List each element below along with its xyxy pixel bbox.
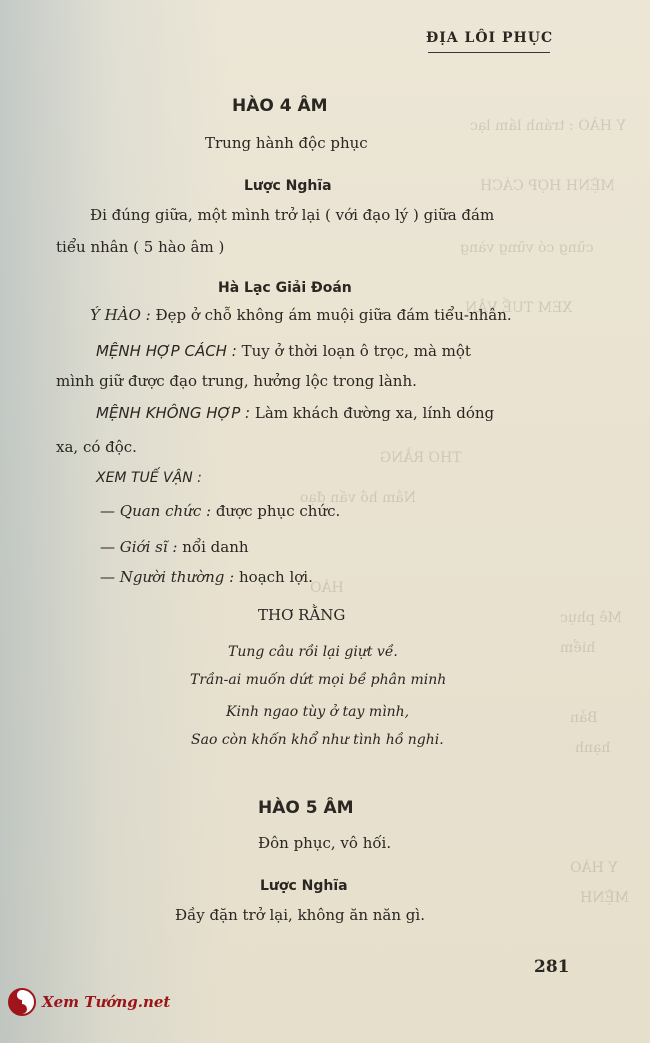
meaning-heading: Lược Nghĩa bbox=[244, 178, 332, 194]
y-hao-label: Ý HÀO : bbox=[90, 306, 151, 324]
menh-hop-cach-paragraph bbox=[96, 342, 471, 360]
y-hao-text: Đẹp ở chỗ không ám muội giữa đám tiểu-nhân. bbox=[155, 306, 512, 324]
nguoi-thuong-label: — Người thường : bbox=[100, 568, 235, 586]
meaning-text-line-1: Đi đúng giữa, một mình trở lại ( với đạo lý ) giữa đám bbox=[90, 206, 495, 224]
menh-hop-cach-label: MỆNH HỢP CÁCH : bbox=[96, 342, 237, 360]
quan-chuc-item bbox=[100, 502, 340, 520]
interpretation-heading: Hà Lạc Giải Đoán bbox=[218, 280, 352, 296]
section-title-hao-4-am: HÀO 4 ÂM bbox=[232, 96, 328, 116]
poem-line-3: Kinh ngao tùy ở tay mình, bbox=[226, 704, 410, 720]
y-hao-paragraph bbox=[90, 306, 512, 324]
quan-chuc-text: được phục chức. bbox=[215, 502, 341, 520]
menh-hop-cach-text: Tuy ở thời loạn ô trọc, mà một bbox=[241, 342, 471, 360]
bleed-through-text: Y HÀO : tránh lầm lạc MỆNH HỢP CÁCH cũng có vững vàng XEM TUẾ VẬN THƠ RẰNG Nắm hồ vấn đạo HÀO Mê phục hiểm Bản hạnh Y HÀO MỆNH bbox=[300, 118, 630, 906]
menh-khong-hop-label: MỆNH KHÔNG HỢP : bbox=[96, 404, 251, 422]
gioi-si-item bbox=[100, 538, 249, 556]
menh-khong-hop-paragraph bbox=[96, 404, 494, 422]
menh-khong-hop-text-line-2: xa, có độc. bbox=[56, 438, 137, 456]
header-underline bbox=[428, 52, 550, 53]
gioi-si-text: nổi danh bbox=[182, 538, 249, 556]
poem-line-4: Sao còn khốn khổ như tình hồ nghi. bbox=[191, 732, 444, 748]
nguoi-thuong-text: hoạch lợi. bbox=[239, 568, 313, 586]
nguoi-thuong-item bbox=[100, 568, 313, 586]
watermark-text: Xem Tướng.net bbox=[42, 993, 171, 1011]
page-header-title: ĐỊA LÔI PHỤC bbox=[426, 30, 554, 46]
watermark-logo bbox=[8, 988, 170, 1016]
section-2-meaning-heading: Lược Nghĩa bbox=[260, 878, 348, 894]
yin-yang-icon bbox=[8, 988, 36, 1016]
poem-line-1: Tung câu rồi lại giựt về. bbox=[228, 644, 398, 660]
gioi-si-label: — Giới sĩ : bbox=[100, 538, 178, 556]
quan-chuc-label: — Quan chức : bbox=[100, 502, 212, 520]
menh-khong-hop-text: Làm khách đường xa, lính dóng bbox=[254, 404, 495, 422]
menh-hop-cach-text-line-2: mình giữ được đạo trung, hưởng lộc trong lành. bbox=[56, 372, 417, 390]
section-2-meaning-text: Đầy đặn trở lại, không ăn năn gì. bbox=[175, 906, 425, 924]
section-title-hao-5-am: HÀO 5 ÂM bbox=[258, 798, 354, 818]
poem-line-2: Trần-ai muốn dứt mọi bề phân minh bbox=[190, 672, 447, 688]
meaning-text-line-2: tiểu nhân ( 5 hào âm ) bbox=[56, 238, 225, 256]
section-2-subtitle: Đôn phục, vô hối. bbox=[258, 834, 392, 852]
section-subtitle: Trung hành độc phục bbox=[205, 134, 368, 152]
page-number: 281 bbox=[534, 957, 570, 977]
poem-heading: THƠ RẰNG bbox=[258, 606, 346, 624]
xem-tue-van-heading: XEM TUẾ VẬN : bbox=[96, 470, 202, 486]
